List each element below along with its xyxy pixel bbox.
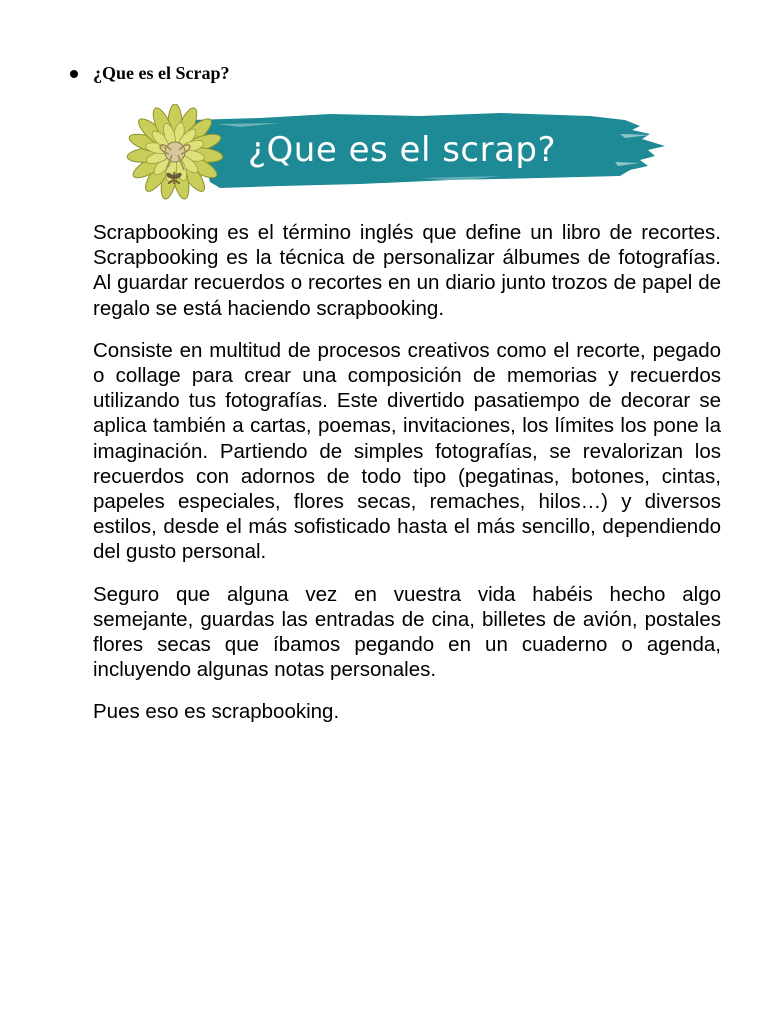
section-heading: [70, 63, 230, 84]
section-heading-text: ¿Que es el Scrap?: [93, 63, 230, 83]
paragraph: Seguro que alguna vez en vuestra vida habéis hecho algo semejante, guardas las entradas de cina, billetes de avión, postales flores secas que íbamos pegando en un cuaderno o agenda, incluyendo algunas notas personales.: [93, 582, 721, 682]
article-body: [93, 220, 721, 742]
paragraph: Scrapbooking es el término inglés que define un libro de recortes. Scrapbooking es la técnica de personalizar álbumes de fotografías. Al guardar recuerdos o recortes en un diario junto trozos de papel de regalo se está haciendo scrapbooking.: [93, 221, 721, 320]
bullet-icon: [70, 70, 78, 78]
title-banner: [120, 104, 668, 204]
flower-icon: [127, 104, 224, 200]
paragraph: Pues eso es scrapbooking.: [93, 700, 340, 724]
banner-title: ¿Que es el scrap?: [248, 130, 557, 170]
paragraph: Consiste en multitud de procesos creativos como el recorte, pegado o collage para crear una composición de memorias y recuerdos utilizando tus fotografías. Este divertido pasatiempo de decorar se aplica también a cartas, poemas, invitaciones, los límites los pone la imaginación. Partiendo de simples fotografías, se revalorizan los recuerdos con adornos de todo tipo (pegatinas, botones, cintas, papeles especiales, flores secas, remaches, hilos…) y diversos estilos, desde el más sofisticado hasta el más sencillo, dependiendo del gusto personal.: [93, 338, 721, 564]
